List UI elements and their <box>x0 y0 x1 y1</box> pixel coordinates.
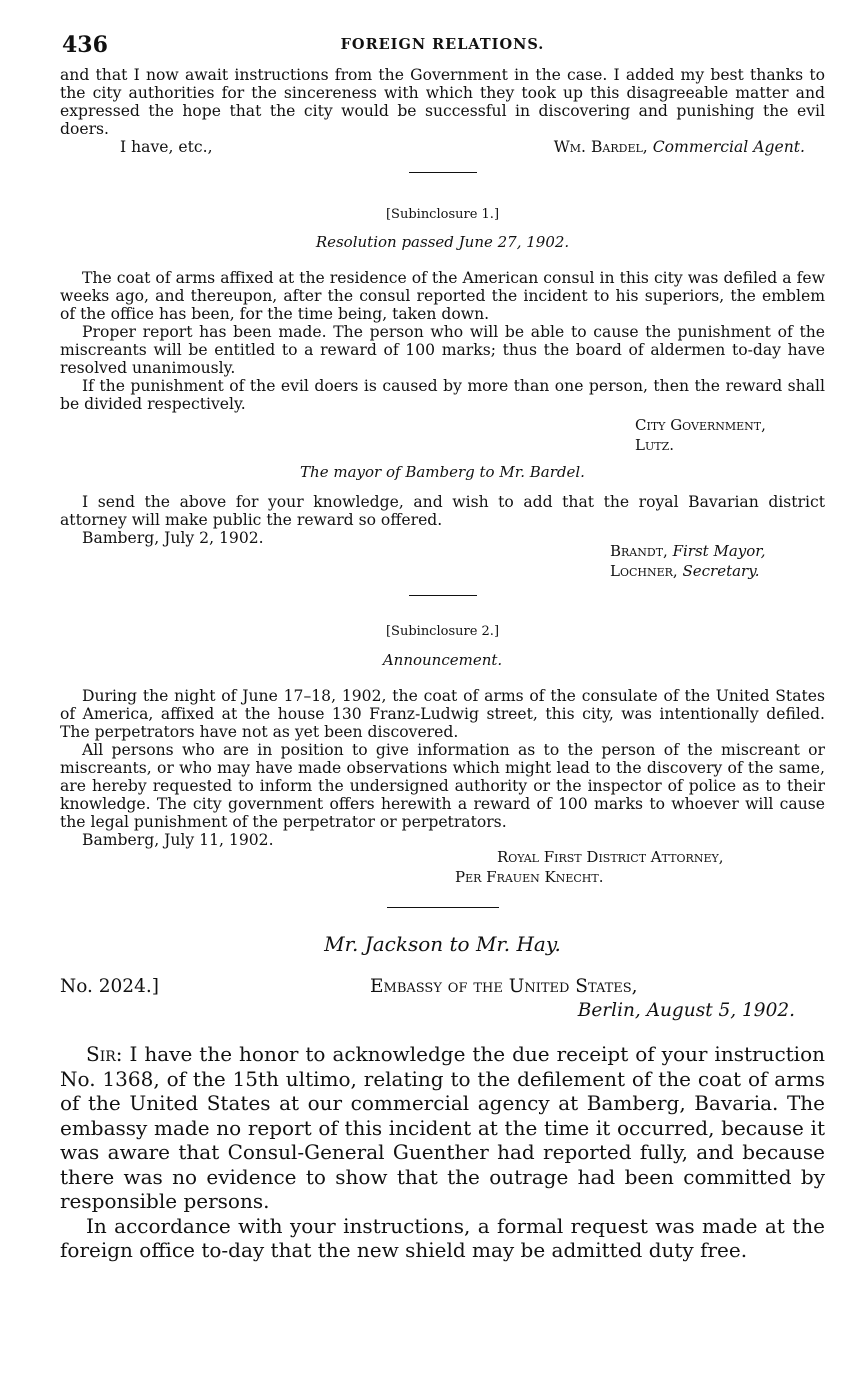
signature-line: Per Frauen Knecht. <box>455 868 604 886</box>
announcement-date: Bamberg, July 11, 1902. <box>82 831 274 849</box>
page-number: 436 <box>62 32 108 58</box>
page-header <box>60 28 825 62</box>
signature-line <box>610 561 825 581</box>
subinclosure-2-label: [Subinclosure 2.] <box>385 624 500 639</box>
resolution-body <box>60 269 825 413</box>
running-title: FOREIGN RELATIONS. <box>340 36 545 53</box>
letter-closing <box>60 138 825 160</box>
dispatch-number: No. 2024.] <box>60 976 159 997</box>
resolution-paragraph: The coat of arms affixed at the residence of the American consul in this city was defiled a few weeks ago, and thereupon, after the consul reported the incident to his superiors, the emblem of the office has been, for the time being, taken down. <box>60 269 825 323</box>
closing-text: I have, etc., <box>120 138 213 156</box>
resolution-paragraph: Proper report has been made. The person who will be able to cause the punishment of the miscreants will be entitled to a reward of 100 marks; thus the board of aldermen to-day have resolved unanimously. <box>60 323 825 377</box>
resolution-title: Resolution passed June 27, 1902. <box>315 233 570 251</box>
resolution-paragraph: If the punishment of the evil doers is caused by more than one person, then the reward shall be divided respectively. <box>60 377 825 413</box>
letter-signature <box>554 138 805 156</box>
announcement-paragraph: During the night of June 17–18, 1902, the coat of arms of the consulate of the United States of America, affixed at the house 130 Franz-Ludwig street, this city, was intentionally defiled. The perpetrators have not as yet been discovered. <box>60 687 825 741</box>
signature-title: Commercial Agent. <box>652 138 805 156</box>
signature-line: Royal First District Attorney, <box>497 848 724 866</box>
section-divider <box>387 907 499 908</box>
announcement-paragraph: All persons who are in position to give information as to the person of the miscreant or miscreants, or who may have made observations which might lead to the discovery of the same, are hereby requested to inform the undersigned authority or the inspector of police as to their knowledge. The city government offers herewith a reward of 100 marks to whoever will cause the legal punishment of the perpetrator or perpetrators. <box>60 741 825 831</box>
salutation: Sir: <box>86 1042 123 1066</box>
signature-title: Secretary. <box>682 562 760 580</box>
district-attorney-signature <box>455 847 825 887</box>
signature-line: City Government, <box>635 416 766 434</box>
jackson-heading: Mr. Jackson to Mr. Hay. <box>324 932 561 956</box>
city-government-signature <box>635 415 825 455</box>
embassy-name: Embassy of the United States, <box>370 976 638 997</box>
jackson-paragraph: In accordance with your instructions, a formal request was made at the foreign office to-day that the new shield may be admitted duty free. <box>60 1213 825 1262</box>
mayor-signatures <box>610 541 825 581</box>
mayor-heading: The mayor of Bamberg to Mr. Bardel. <box>300 463 585 481</box>
signature-name: Wm. Bardel, <box>553 138 648 156</box>
mayor-paragraph: I send the above for your knowledge, and wish to add that the royal Bavarian district attorney will make public the reward so offered. <box>60 493 825 529</box>
place-date: Berlin, August 5, 1902. <box>577 1000 795 1021</box>
section-divider <box>409 595 477 596</box>
signature-name: Brandt, <box>610 542 668 560</box>
signature-name: Lochner, <box>610 562 678 580</box>
subinclosure-1-label: [Subinclosure 1.] <box>385 207 500 222</box>
section-divider <box>409 172 477 173</box>
signature-line <box>610 541 825 561</box>
letter-header <box>60 976 825 1028</box>
letter-end-paragraph: and that I now await instructions from the Government in the case. I added my best thanks to the city authorities for the sincereness with which they took up this disagreeable matter and expressed the hope that the city would be successful in discovering and punishing the evil doers. <box>60 66 825 138</box>
announcement-body <box>60 687 825 831</box>
announcement-title: Announcement. <box>382 651 503 669</box>
jackson-paragraph-text: I have the honor to acknowledge the due receipt of your instruction No. 1368, of the 15th ultimo, relating to the defilement of the coat of arms of the United States at our commercial agency at Bamberg, Bavaria. The embassy made no report of this incident at the time it occurred, because it was aware that Consul-General Guenther had reported fully, and because there was no evidence to show that the outrage had been committed by responsible persons. <box>60 1042 825 1213</box>
signature-line: Lutz. <box>635 436 674 454</box>
document-page <box>60 28 825 1263</box>
signature-title: First Mayor, <box>672 542 766 560</box>
mayor-date: Bamberg, July 2, 1902. <box>82 529 264 547</box>
jackson-paragraph <box>60 1042 825 1214</box>
